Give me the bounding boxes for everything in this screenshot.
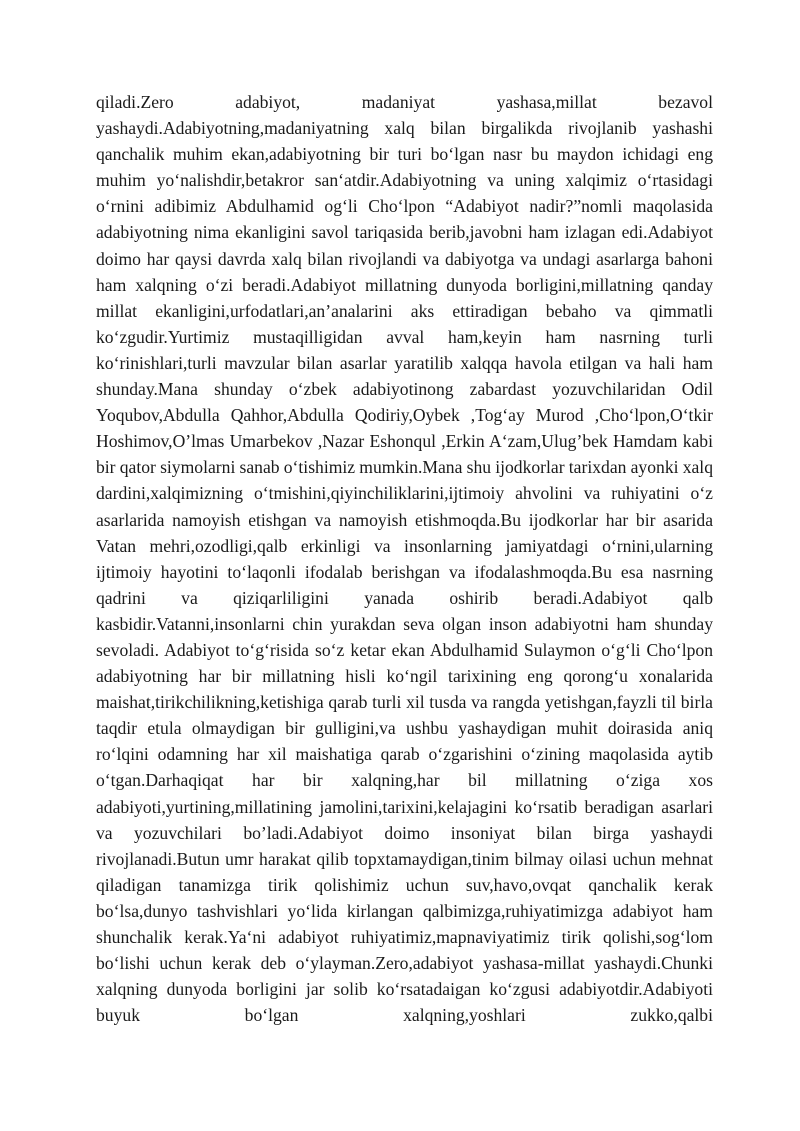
body-paragraph: qiladi.Zero adabiyot, madaniyat yashasa,millat bezavol yashaydi.Adabiyotning,madaniyatning xalq bilan birgalikda rivojlanib yashashi qanchalik muhim ekan,adabiyotning bir turi bo‘lgan nasr bu maydon ichidagi eng muhim yo‘nalishdir,betakror san‘atdir.Adabiyotning va uning xalqimiz o‘rtasidagi o‘rnini adibimiz Abdulhamid og‘li Cho‘lpon “Adabiyot nadir?”nomli maqolasida adabiyotning nima ekanligini savol tariqasida berib,javobni ham izlagan edi.Adabiyot doimo har qaysi davrda xalq bilan rivojlandi va dabiyotga va undagi asarlarga bahoni ham xalqning o‘zi beradi.Adabiyot millatning dunyoda borligini,millatning qanday millat ekanligini,urfodatlari,an’analarini aks ettiradigan bebaho va qimmatli ko‘zgudir.Yurtimiz mustaqilligidan avval ham,keyin ham nasrning turli ko‘rinishlari,turli mavzular bilan asarlar yaratilib xalqqa havola etilgan va hali ham shunday.Mana shunday o‘zbek adabiyotinong zabardast yozuvchilaridan Odil Yoqubov,Abdulla Qahhor,Abdulla Qodiriy,Oybek ,Tog‘ay Murod ,Cho‘lpon,O‘tkir Hoshimov,O’lmas Umarbekov ,Nazar Eshonqul ,Erkin A‘zam,Ulug’bek Hamdam kabi bir qator siymolarni sanab o‘tishimiz mumkin.Mana shu ijodkorlar tarixdan ayonki xalq dardini,xalqimizning o‘tmishini,qiyinchiliklarini,ijtimoiy ahvolini va ruhiyatini o‘z asarlarida namoyish etishgan va namoyish etishmoqda.Bu ijodkorlar har bir asarida Vatan mehri,ozodligi,qalb erkinligi va insonlarning jamiyatdagi o‘rnini,ularning ijtimoiy hayotini to‘laqonli ifodalab berishgan va ifodalashmoqda.Bu esa nasrning qadrini va qiziqarliligini yanada oshirib beradi.Adabiyot qalb kasbidir.Vatanni,insonlarni chin yurakdan seva olgan inson adabiyotni ham shunday sevoladi. Adabiyot to‘g‘risida so‘z ketar ekan Abdulhamid Sulaymon o‘g‘li Cho‘lpon adabiyotning har bir millatning hisli ko‘ngil tarixining eng qorong‘u xonalarida maishat,tirikchilikning,ketishiga qarab turli xil tusda va rangda yetishgan,fayzli til birla taqdir etula olmaydigan bir gulligini,va ushbu yashaydigan muhit doirasida aniq ro‘lqini odamning har xil maishatiga qarab o‘zgarishini o‘zining maqolasida aytib o‘tgan.Darhaqiqat har bir xalqning,har bil millatning o‘ziga xos adabiyoti,yurtining,millatining jamolini,tarixini,kelajagini ko‘rsatib beradigan asarlari va yozuvchilari bo’ladi.Adabiyot doimo insoniyat bilan birga yashaydi rivojlanadi.Butun umr harakat qilib topxtamaydigan,tinim bilmay oilasi uchun mehnat qiladigan tanamizga tirik qolishimiz uchun suv,havo,ovqat qanchalik kerak bo‘lsa,dunyo tashvishlari yo‘lida kirlangan qalbimizga,ruhiyatimizga adabiyot ham shunchalik kerak.Ya‘ni adabiyot ruhiyatimiz,mapnaviyatimiz tirik qolishi,sog‘lom bo‘lishi uchun kerak deb o‘ylayman.Zero,adabiyot yashasa-millat yashaydi.Chunki xalqning dunyoda borligini jar solib ko‘rsatadaigan ko‘zgusi adabiyotdir.Adabiyoti buyuk bo‘lgan xalqning,yoshlari zukko,qalbi <box>96 92 713 1026</box>
document-page <box>96 89 713 1028</box>
